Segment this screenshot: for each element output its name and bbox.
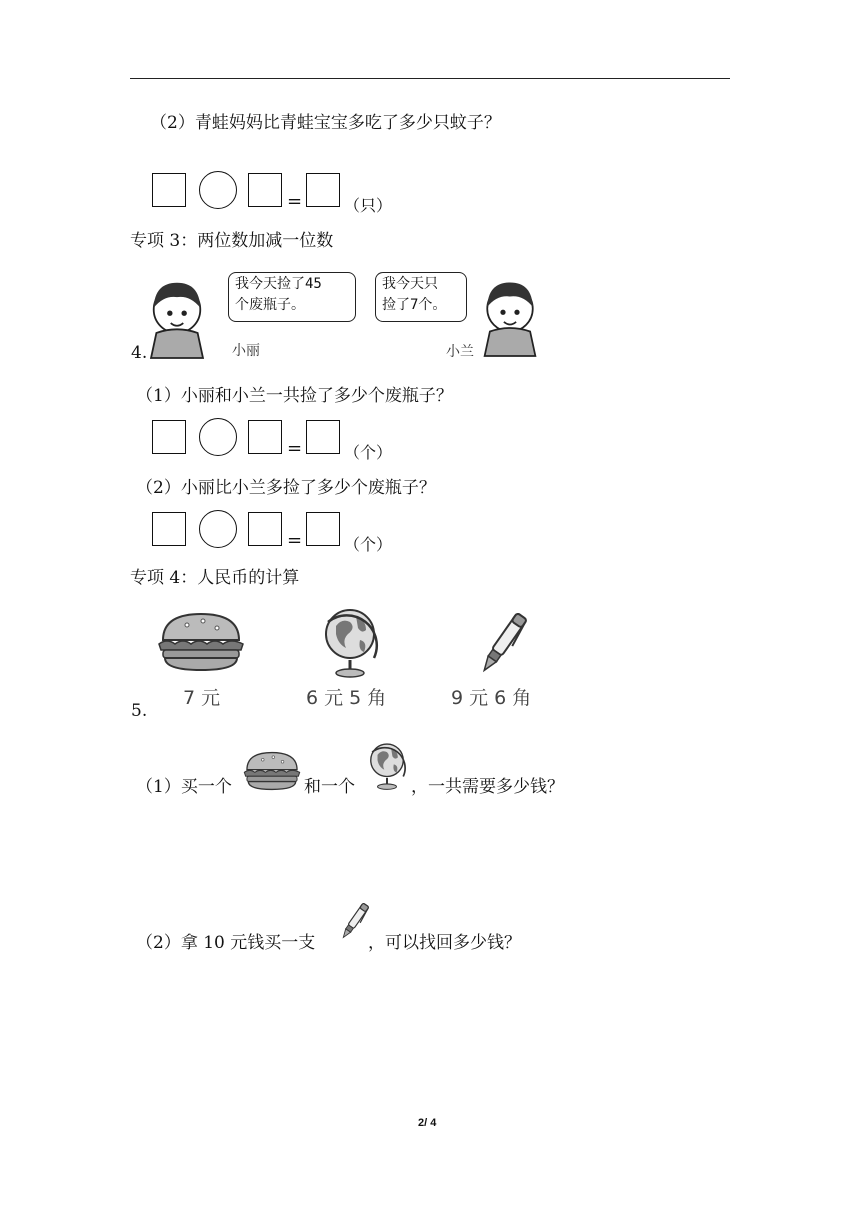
globe-icon <box>364 737 410 793</box>
speech-bubble-right <box>375 272 467 322</box>
answer-box[interactable] <box>306 512 340 546</box>
bubble-line: 个废瓶子。 <box>235 297 305 313</box>
price-label: 6 元 5 角 <box>306 687 387 709</box>
operator-circle[interactable] <box>199 171 237 209</box>
answer-box[interactable] <box>152 512 186 546</box>
operator-circle[interactable] <box>199 418 237 456</box>
girl-xiaolan-illustration <box>470 272 550 356</box>
name-label-right: 小兰 <box>446 344 474 360</box>
name-label-left: 小丽 <box>232 343 260 359</box>
hamburger-icon <box>157 610 245 674</box>
unit-label: （个） <box>344 535 393 554</box>
pen-icon <box>472 610 532 676</box>
answer-box[interactable] <box>306 173 340 207</box>
answer-box[interactable] <box>248 420 282 454</box>
unit-label: （个） <box>344 443 393 462</box>
q4-part2-question: （2）小丽比小兰多捡了多少个废瓶子？ <box>136 478 436 498</box>
price-label: 9 元 6 角 <box>451 687 532 709</box>
q4-part1-question: （1）小丽和小兰一共捡了多少个废瓶子？ <box>136 386 453 406</box>
answer-box[interactable] <box>248 173 282 207</box>
section-title: 专项 4：人民币的计算 <box>130 568 300 588</box>
equals-sign: = <box>287 530 303 551</box>
hamburger-icon <box>243 748 301 794</box>
unit-label: （只） <box>344 196 393 215</box>
bubble-line: 捡了7个。 <box>382 297 447 313</box>
q5-part1-text-a: （1）买一个 <box>136 777 232 797</box>
speech-bubble-left <box>228 272 356 322</box>
price-label: 7 元 <box>183 687 221 709</box>
equals-sign: = <box>287 191 303 212</box>
answer-box[interactable] <box>306 420 340 454</box>
equals-sign: = <box>287 438 303 459</box>
globe-icon <box>316 604 384 678</box>
q5-part1-text-b: 和一个 <box>304 777 355 797</box>
bubble-line: 我今天捡了45 <box>235 276 322 292</box>
answer-box[interactable] <box>248 512 282 546</box>
question-number: 5. <box>131 701 148 721</box>
pen-icon <box>336 896 372 946</box>
question-number: 4. <box>131 343 148 363</box>
header-rule <box>130 78 730 79</box>
q5-part1-text-c: ，一共需要多少钱？ <box>411 777 564 797</box>
answer-box[interactable] <box>152 173 186 207</box>
q5-part2-text-b: ，可以找回多少钱？ <box>368 933 521 953</box>
section-title: 专项 3：两位数加减一位数 <box>130 231 334 251</box>
operator-circle[interactable] <box>199 510 237 548</box>
answer-box[interactable] <box>152 420 186 454</box>
q3-part2-question: （2）青蛙妈妈比青蛙宝宝多吃了多少只蚊子？ <box>150 113 501 133</box>
q5-part2-text-a: （2）拿 10 元钱买一支 <box>136 933 316 953</box>
page-number: 2/ 4 <box>418 1117 437 1129</box>
bubble-line: 我今天只 <box>382 276 438 292</box>
